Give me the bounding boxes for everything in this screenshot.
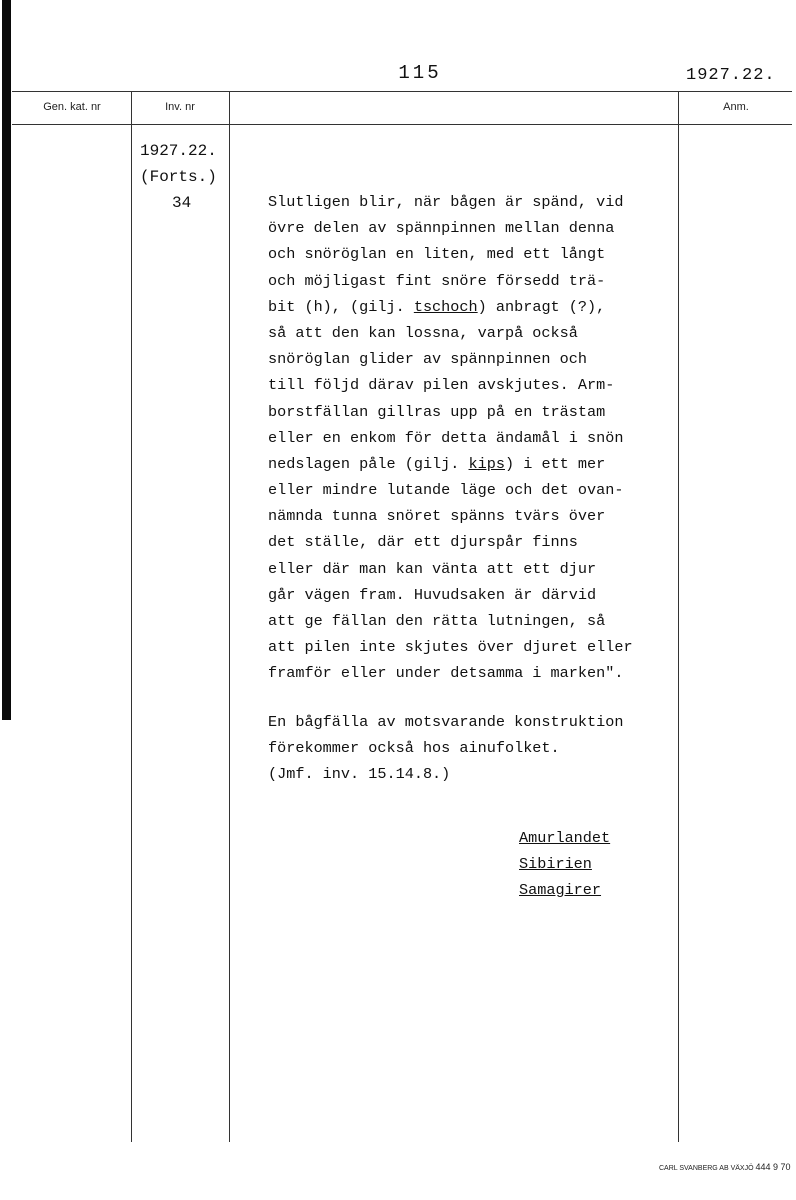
- provenance-block: [519, 825, 610, 903]
- native-term-tschoch: tschoch: [413, 297, 478, 316]
- paragraph-gap: [268, 687, 688, 709]
- catalog-reference: 1927.22.: [686, 66, 776, 85]
- text-line: det ställe, där ett djurspår finns: [268, 533, 578, 552]
- text-line: Slutligen blir, när bågen är spänd, vid: [268, 193, 624, 211]
- column-header-inv: Inv. nr: [165, 101, 195, 113]
- place-region: Amurlandet: [519, 829, 611, 847]
- printer-imprint: [659, 1162, 791, 1172]
- text-line: framför eller under detsamma i marken".: [268, 664, 624, 683]
- description-text: [268, 189, 688, 787]
- text-line: borstfällan gillras upp på en trästam: [268, 402, 606, 421]
- header-bottom-rule: [12, 124, 792, 125]
- text-line: snöröglan glider av spännpinnen och: [268, 350, 587, 369]
- place-country: Sibirien: [519, 855, 592, 873]
- text-line: En bågfälla av motsvarande konstruktion: [268, 712, 624, 731]
- column-divider-2: [229, 92, 230, 1142]
- printer-name: CARL SVANBERG AB VÄXJÖ: [659, 1165, 754, 1172]
- text-line: och snöröglan en liten, med ett långt: [268, 245, 606, 264]
- continuation-note: (Forts.): [140, 168, 217, 186]
- item-number: 34: [172, 194, 192, 212]
- text-line: bit (h), (gilj. tschoch) anbragt (?),: [268, 297, 606, 316]
- text-line: så att den kan lossna, varpå också: [268, 323, 578, 342]
- page-number: 115: [398, 62, 442, 84]
- inventory-number-cell: [140, 138, 230, 216]
- text-line: (Jmf. inv. 15.14.8.): [268, 764, 451, 783]
- left-margin-bar: [2, 0, 11, 720]
- header-top-rule: [12, 91, 792, 92]
- native-term-kips: kips: [468, 454, 505, 473]
- text-line: eller där man kan vänta att ett djur: [268, 559, 597, 578]
- place-people: Samagirer: [519, 881, 602, 899]
- column-header-gen-kat: Gen. kat. nr: [43, 101, 101, 113]
- text-line: nedslagen påle (gilj. kips) i ett mer: [268, 454, 606, 473]
- text-line: eller mindre lutande läge och det ovan-: [268, 481, 624, 500]
- text-line: och möjligast fint snöre försedd trä-: [268, 271, 606, 290]
- column-divider-1: [131, 92, 132, 1142]
- text-line: nämnda tunna snöret spänns tvärs över: [268, 507, 606, 526]
- text-line: övre delen av spännpinnen mellan denna: [268, 219, 615, 238]
- inventory-number: 1927.22.: [140, 142, 217, 160]
- text-line: går vägen fram. Huvudsaken är därvid: [268, 585, 597, 604]
- column-header-anm: Anm.: [723, 101, 749, 113]
- text-line: att ge fällan den rätta lutningen, så: [268, 612, 606, 630]
- text-line: eller en enkom för detta ändamål i snön: [268, 428, 624, 447]
- text-line: förekommer också hos ainufolket.: [268, 738, 560, 757]
- form-number: 444 9 70: [755, 1162, 791, 1172]
- text-line: att pilen inte skjutes över djuret eller: [268, 638, 633, 657]
- text-line: till följd därav pilen avskjutes. Arm-: [268, 376, 615, 395]
